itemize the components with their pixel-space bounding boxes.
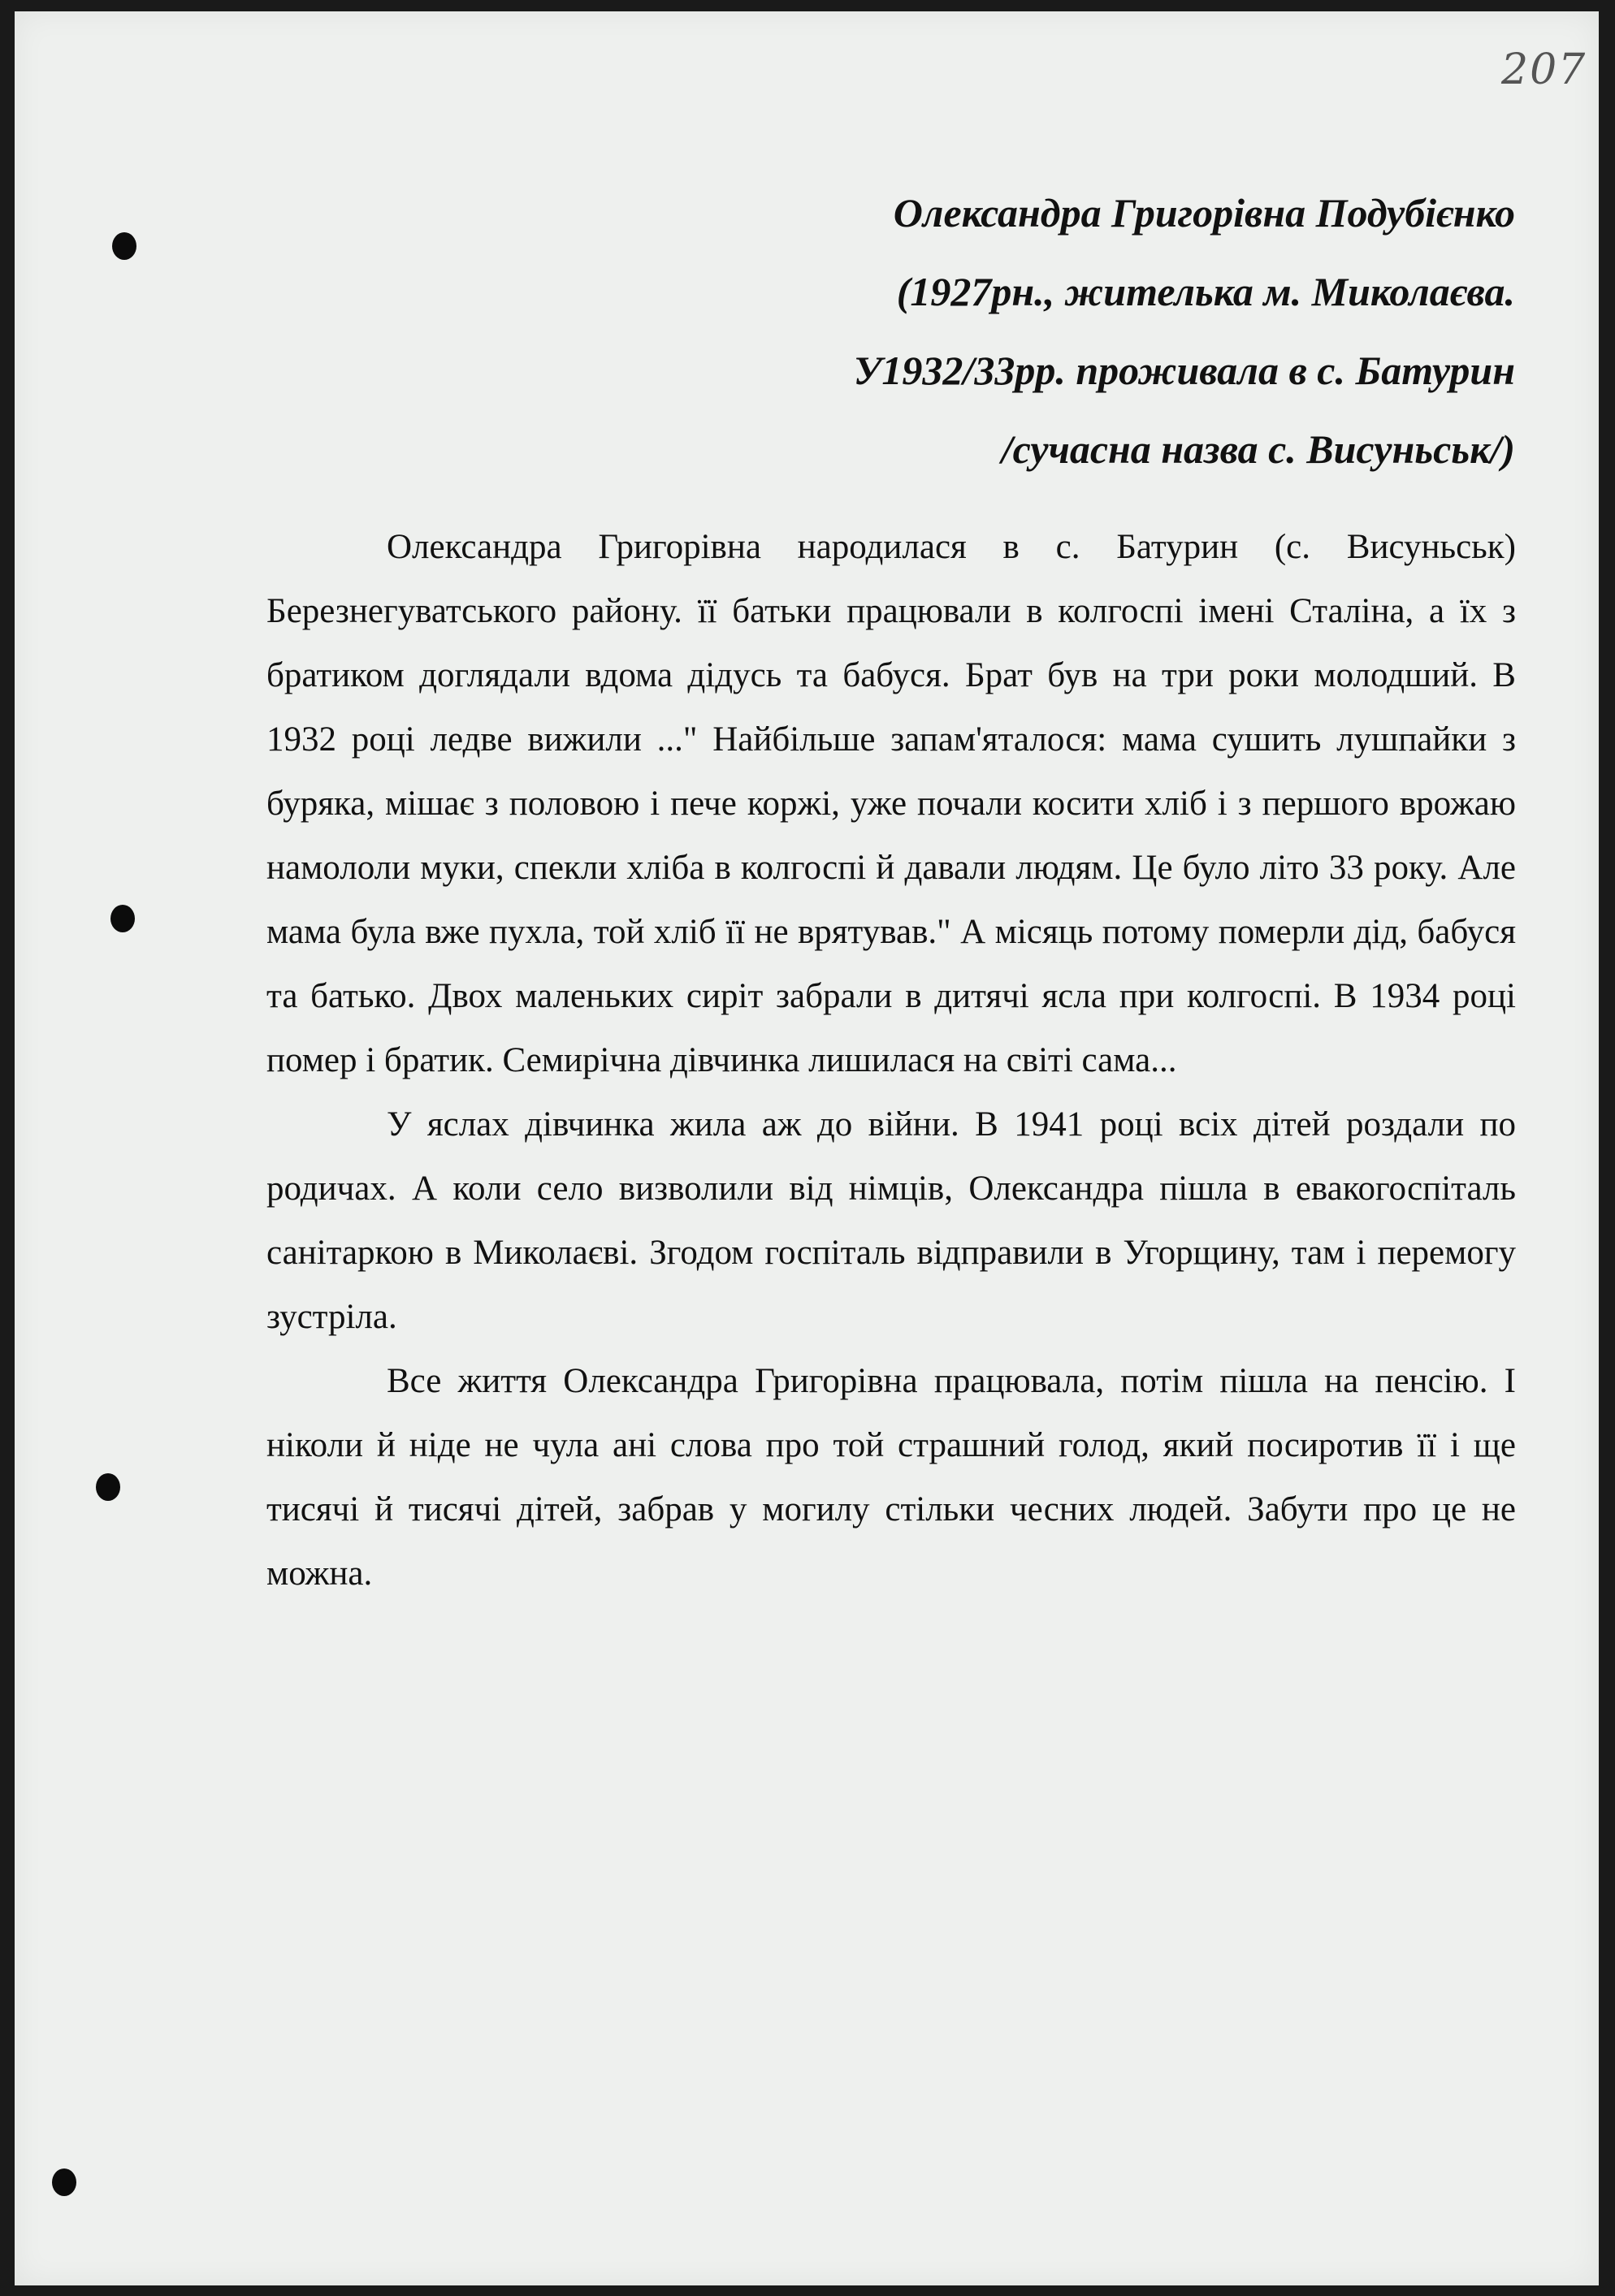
document-header: [459, 174, 1515, 489]
handwritten-page-number: 207: [1501, 45, 1587, 94]
document-page: [15, 11, 1599, 2285]
punch-hole-3: [96, 1473, 120, 1501]
punch-hole-1: [112, 232, 136, 260]
punch-hole-2: [110, 905, 135, 932]
paragraph-1: Олександра Григорівна народилася в с. Батурин (с. Висуньськ) Березнегуватського району. її батьки працювали в колгоспі імені Сталіна, а їх з братиком доглядали вдома дідусь та бабуся. Брат був на три роки молодший. В 1932 році ледве вижили ..." Найбільше запам'яталося: мама сушить лушпайки з буряка, мішає з половою і пече коржі, уже почали косити хліб і з першого врожаю намололи муки, спекли хліба в колгоспі й давали людям. Це було літо 33 року. Але мама була вже пухла, той хліб її не врятував." А місяць потому померли дід, бабуся та батько. Двох маленьких сиріт забрали в дитячі ясла при колгоспі. В 1934 році помер і братик. Семирічна дівчинка лишилася на світі сама...: [266, 528, 1516, 1079]
header-residence-1932: У1932/33рр. проживала в с. Батурин: [853, 348, 1515, 393]
header-birth-residence: (1927рн., жителька м. Миколаєва.: [896, 269, 1515, 314]
document-body: [266, 515, 1516, 1606]
paragraph-3: Все життя Олександра Григорівна працювала, потім пішла на пенсію. І ніколи й ніде не чула ані слова про той страшний голод, який посиротив її і ще тисячі й тисячі дітей, забрав у могилу стільки чесних людей. Забути про це не можна.: [266, 1362, 1516, 1593]
punch-hole-4: [52, 2168, 76, 2196]
paragraph-2: У яслах дівчинка жила аж до війни. В 1941 році всіх дітей роздали по родичах. А коли село визволили від німців, Олександра пішла в евакогоспіталь санітаркою в Миколаєві. Згодом госпіталь відправили в Угорщину, там і перемогу зустріла.: [266, 1105, 1516, 1336]
header-name: Олександра Григорівна Подубієнко: [893, 190, 1515, 236]
header-modern-name: /сучасна назва с. Висуньськ/): [1001, 426, 1515, 472]
